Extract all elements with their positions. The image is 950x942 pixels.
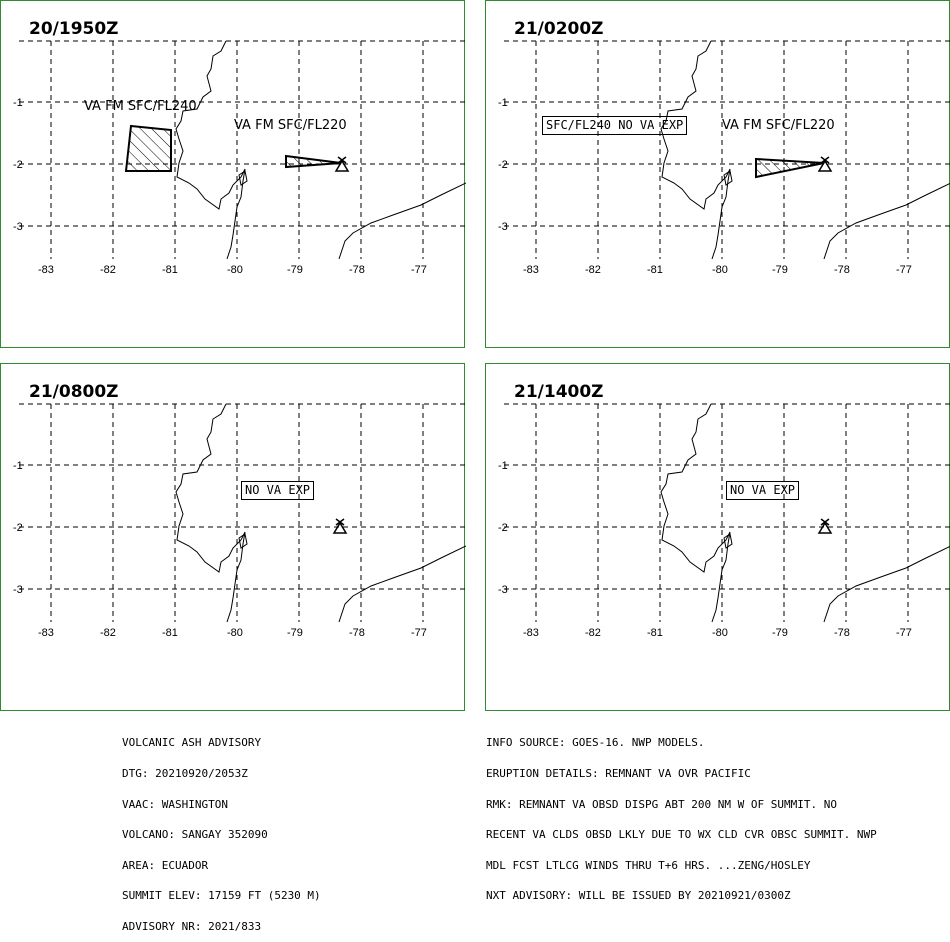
- ash-area-fl220: [756, 159, 824, 177]
- map-panel-2: [485, 0, 950, 348]
- ash-area-fl220: [286, 156, 341, 167]
- panel-time: 21/1400Z: [514, 382, 604, 402]
- panel-time: 21/0200Z: [514, 19, 604, 39]
- map-svg-3: [1, 364, 466, 712]
- advisory-line: INFO SOURCE: GOES-16. NWP MODELS.: [486, 736, 705, 750]
- ash-label-fl220: VA FM SFC/FL220: [722, 118, 835, 133]
- no-va-box: NO VA EXP: [241, 481, 314, 500]
- advisory-line: RMK: REMNANT VA OBSD DISPG ABT 200 NM W OF SUMMIT. NO: [486, 797, 837, 811]
- advisory-line: VOLCANO: SANGAY 352090: [122, 828, 268, 842]
- map-svg-2: [486, 1, 950, 349]
- advisory-line: NXT ADVISORY: WILL BE ISSUED BY 20210921/0300Z: [486, 889, 791, 903]
- advisory-line: MDL FCST LTLCG WINDS THRU T+6 HRS. ...ZENG/HOSLEY: [486, 858, 811, 872]
- ash-label-fl220: VA FM SFC/FL220: [234, 118, 347, 133]
- map-panel-4: [485, 363, 950, 711]
- no-va-box: SFC/FL240 NO VA EXP: [542, 116, 687, 135]
- advisory-line: AREA: ECUADOR: [122, 858, 209, 872]
- map-panel-1: [0, 0, 465, 348]
- advisory-line: RECENT VA CLDS OBSD LKLY DUE TO WX CLD CVR OBSC SUMMIT. NWP: [486, 828, 877, 842]
- ash-area-fl240: [126, 126, 171, 171]
- map-svg-4: [486, 364, 950, 712]
- no-va-box: NO VA EXP: [726, 481, 799, 500]
- volcano-icon: [334, 519, 346, 533]
- map-svg-1: [1, 1, 466, 349]
- advisory-line: VAAC: WASHINGTON: [122, 797, 228, 811]
- advisory-line: SUMMIT ELEV: 17159 FT (5230 M): [122, 889, 321, 903]
- volcano-icon: [819, 519, 831, 533]
- panel-time: 20/1950Z: [29, 19, 119, 39]
- advisory-line: ERUPTION DETAILS: REMNANT VA OVR PACIFIC: [486, 767, 751, 780]
- panel-time: 21/0800Z: [29, 382, 119, 402]
- advisory-left: [122, 718, 321, 942]
- advisory-line: DTG: 20210920/2053Z: [122, 767, 248, 780]
- map-panel-3: [0, 363, 465, 711]
- advisory-line: ADVISORY NR: 2021/833: [122, 919, 262, 933]
- ash-label-fl240: VA FM SFC/FL240: [84, 99, 197, 114]
- advisory-line: VOLCANIC ASH ADVISORY: [122, 736, 262, 750]
- advisory-right: [486, 718, 877, 912]
